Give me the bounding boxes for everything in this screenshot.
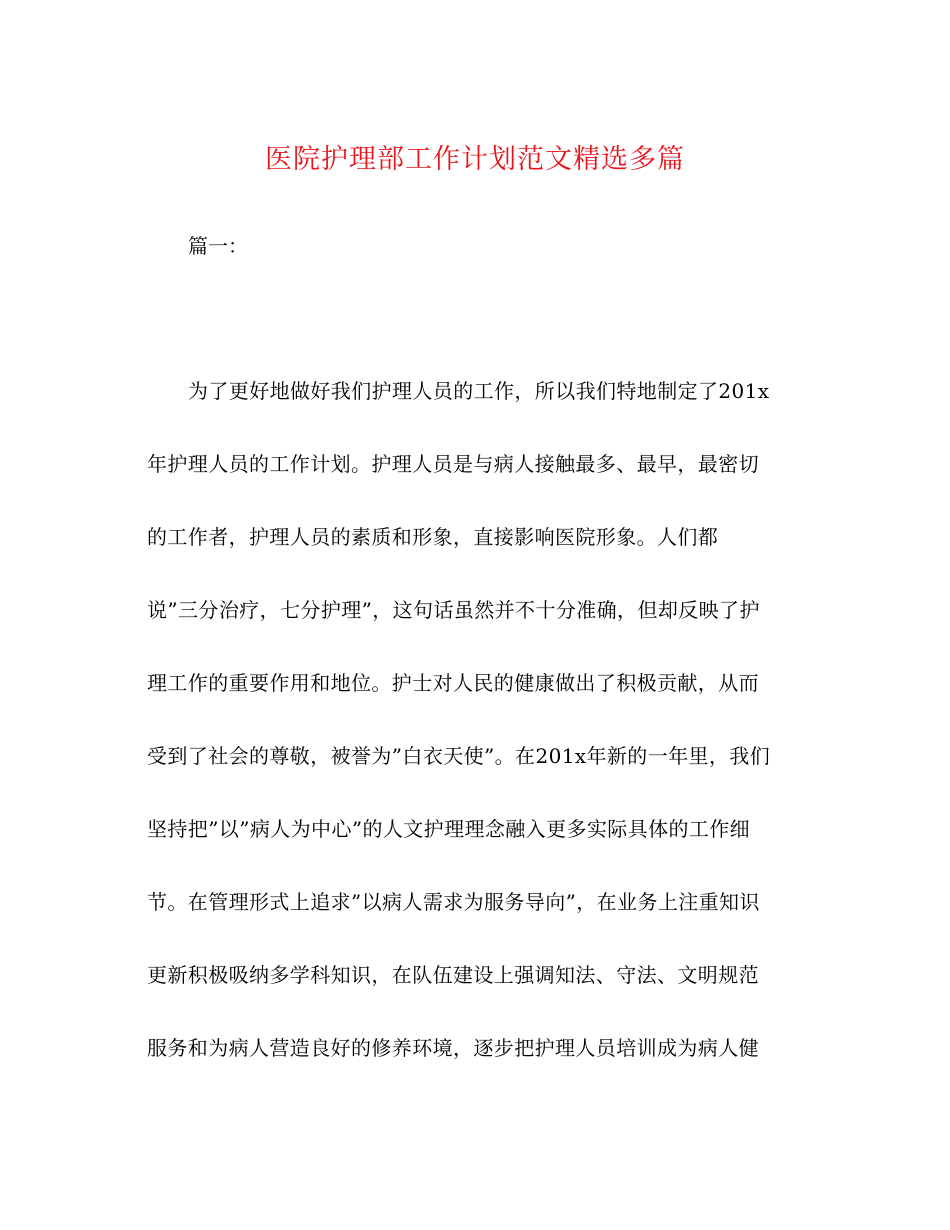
paragraph-line: 节。在管理形式上追求”以病人需求为服务导向”，在业务上注重知识 [147, 890, 760, 914]
paragraph-line: 受到了社会的尊敬，被誉为”白衣天使”。在201x年新的一年里，我们 [147, 744, 771, 768]
paragraph-line: 年护理人员的工作计划。护理人员是与病人接触最多、最早，最密切 [147, 452, 759, 476]
paragraph-line: 说”三分治疗，七分护理”，这句话虽然并不十分准确，但却反映了护 [147, 598, 760, 622]
document-title: 医院护理部工作计划范文精选多篇 [265, 144, 685, 175]
section-label: 篇一： [188, 234, 248, 258]
paragraph-line: 理工作的重要作用和地位。护士对人民的健康做出了积极贡献，从而 [147, 671, 759, 695]
paragraph-line: 的工作者，护理人员的素质和形象，直接影响医院形象。人们都 [147, 525, 719, 549]
body-paragraph [147, 371, 807, 1101]
paragraph-line: 坚持把”以”病人为中心”的人文护理理念融入更多实际具体的工作细 [147, 817, 751, 841]
paragraph-line: 为了更好地做好我们护理人员的工作，所以我们特地制定了201x [188, 379, 770, 403]
paragraph-line: 服务和为病人营造良好的修养环境，逐步把护理人员培训成为病人健 [147, 1036, 759, 1060]
paragraph-line: 更新积极吸纳多学科知识，在队伍建设上强调知法、守法、文明规范 [147, 963, 759, 987]
